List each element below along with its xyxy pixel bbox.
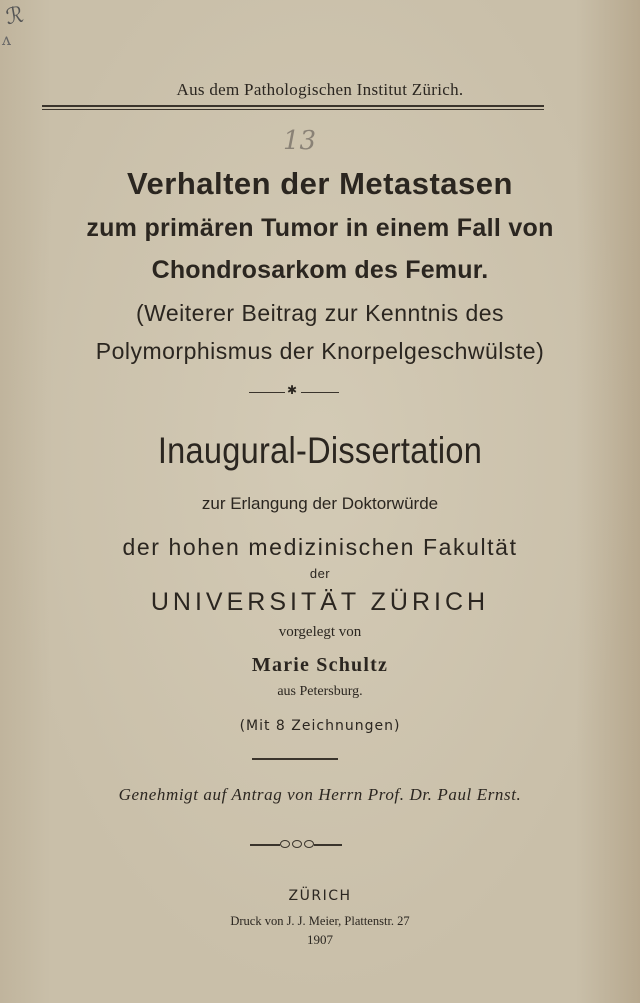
institute-line: Aus dem Pathologischen Institut Zürich. bbox=[176, 80, 464, 99]
purpose-line: zur Erlangung der Doktorwürde bbox=[201, 494, 439, 513]
title-line-3: Chondrosarkom des Femur. bbox=[151, 256, 489, 284]
middle-rule bbox=[252, 758, 338, 760]
dissertation-heading: Inaugural-Dissertation bbox=[157, 430, 483, 471]
handwritten-number: 13 bbox=[283, 126, 317, 156]
university-line: UNIVERSITÄT ZÜRICH bbox=[150, 588, 490, 616]
imprint-city: ZÜRICH bbox=[288, 888, 352, 904]
title-line-1: Verhalten der Metastasen bbox=[127, 166, 513, 201]
author-name: Marie Schultz bbox=[251, 654, 389, 676]
approval-line: Genehmigt auf Antrag von Herrn Prof. Dr. Paul Ernst. bbox=[118, 785, 522, 804]
submitted-by-line: vorgelegt von bbox=[278, 624, 362, 640]
corner-pencil-mark: ℛ bbox=[3, 2, 26, 31]
header-rule bbox=[42, 105, 544, 107]
title-line-2: zum primären Tumor in einem Fall von bbox=[86, 214, 554, 242]
corner-pencil-mark-small: ʌ bbox=[2, 30, 12, 49]
title-line-5: Polymorphismus der Knorpelgeschwülste) bbox=[95, 338, 545, 364]
header-rule-thin bbox=[42, 109, 544, 110]
ornament-divider-bottom bbox=[250, 837, 342, 851]
faculty-line: der hohen medizinischen Fakultät bbox=[122, 534, 518, 560]
author-origin: aus Petersburg. bbox=[277, 684, 363, 699]
imprint-year: 1907 bbox=[307, 932, 333, 947]
imprint-printer: Druck von J. J. Meier, Plattenstr. 27 bbox=[230, 914, 410, 928]
der-line: der bbox=[309, 566, 331, 581]
asterisk-icon: ✱ bbox=[287, 383, 298, 397]
illustrations-note: (Mit 8 Zeichnungen) bbox=[239, 718, 401, 734]
title-line-4: (Weiterer Beitrag zur Kenntnis des bbox=[135, 300, 505, 326]
ornament-divider bbox=[249, 383, 339, 398]
